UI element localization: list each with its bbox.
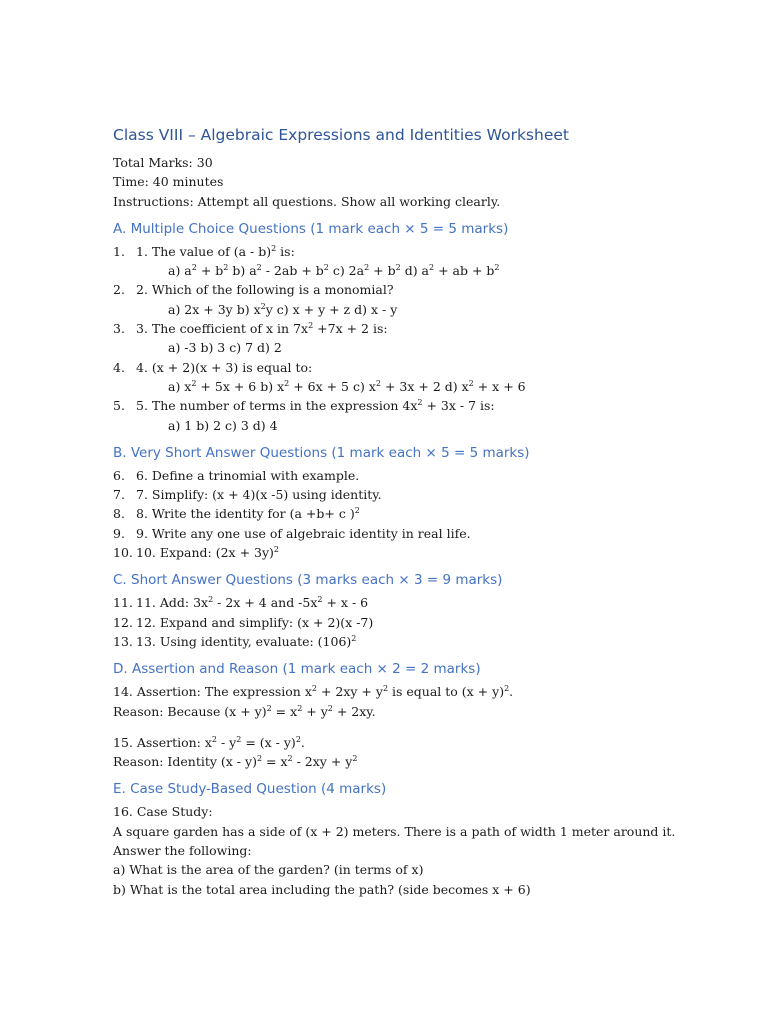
question-text: 3. The coefficient of x in $7x^2 +7x + 2$ is: (136, 321, 388, 337)
item-number: 11. (113, 595, 133, 611)
item-number: 9. (113, 525, 125, 541)
question-text: 8. Write the identity for (a +b+ c )$^2$ (136, 506, 360, 522)
list-item (113, 358, 733, 397)
list-item (113, 593, 733, 612)
section-a-heading: A. Multiple Choice Questions (1 mark each × 5 = 5 marks) (113, 220, 509, 237)
question-options: a) 1 b) 2 c) 3 d) 4 (168, 417, 278, 433)
worksheet-title: Class VIII – Algebraic Expressions and Identities Worksheet (113, 126, 569, 144)
list-item (113, 485, 733, 504)
list-item (113, 632, 733, 651)
item-number: 10. (113, 545, 133, 561)
case-study (113, 802, 733, 898)
instructions: Instructions: Attempt all questions. Show all working clearly. (113, 193, 501, 209)
section-e-heading: E. Case Study-Based Question (4 marks) (113, 781, 387, 798)
item-number: 2. (113, 282, 125, 298)
reason-text: Reason: Identity $(x - y)^2 = x^2 - 2xy + y^2$ (113, 754, 358, 770)
question-options: a) $a^2 + b^2$ b) $a^2 - 2ab + b^2$ c) $2a^2 + b^2$ d) $a^2$ + ab + $b^2$ (168, 263, 500, 279)
question-text: 7. Simplify: (x + 4)(x -5) using identity. (136, 487, 382, 503)
list-item (113, 319, 733, 358)
case-study-prompt: Answer the following: (113, 843, 252, 859)
section-d-heading: D. Assertion and Reason (1 mark each × 2 = 2 marks) (113, 661, 481, 678)
case-study-part-b: b) What is the total area including the path? (side becomes x + 6) (113, 881, 531, 897)
list-item (113, 242, 733, 281)
section-c-list (113, 593, 733, 651)
item-number: 7. (113, 487, 125, 503)
list-item (113, 613, 733, 632)
question-text: 12. Expand and simplify: (x + 2)(x -7) (136, 614, 374, 630)
reason-text: Reason: Because $(x + y)^2 = x^2 + y^2 + 2xy$. (113, 703, 376, 719)
item-number: 4. (113, 359, 125, 375)
question-text: 5. The number of terms in the expression $4x^2 + 3x - 7$ is: (136, 398, 495, 414)
case-study-description: A square garden has a side of (x + 2) meters. There is a path of width 1 meter around it. (113, 823, 676, 839)
item-number: 3. (113, 321, 125, 337)
list-item (113, 543, 733, 562)
list-item (113, 280, 733, 319)
question-options: a) 2x + 3y b) $x^2y$ c) x + y + z d) x - y (168, 301, 398, 317)
item-number: 8. (113, 506, 125, 522)
list-item (113, 504, 733, 523)
question-text: 13. Using identity, evaluate: $(106)^2$ (136, 633, 357, 649)
question-text: 11. Add: $3x^2 - 2x + 4$ and $-5x^2 + x - 6$ (136, 595, 369, 611)
item-number: 1. (113, 243, 125, 259)
section-a-list (113, 242, 733, 435)
assertion-reason-14 (113, 682, 733, 721)
question-options: a) $x^2 + 5x + 6$ b) $x^2 + 6x + 5$ c) $x^2 + 3x + 2$ d) $x^2 + x + 6$ (168, 378, 526, 394)
section-b-list (113, 466, 733, 562)
question-text: 6. Define a trinomial with example. (136, 467, 360, 483)
worksheet-content (113, 124, 733, 899)
total-marks: Total Marks: 30 (113, 155, 213, 170)
question-text: 2. Which of the following is a monomial? (136, 282, 394, 298)
question-options: a) -3 b) 3 c) 7 d) 2 (168, 340, 282, 356)
list-item (113, 524, 733, 543)
list-item (113, 396, 733, 435)
item-number: 6. (113, 467, 125, 483)
assertion-text: 14. Assertion: The expression $x^2 + 2xy + y^2$ is equal to $(x + y)^2$. (113, 684, 514, 700)
assertion-text: 15. Assertion: $x^2 - y^2 = (x - y)^2$. (113, 734, 305, 750)
question-text: 4. (x + 2)(x + 3) is equal to: (136, 359, 313, 375)
section-c-heading: C. Short Answer Questions (3 marks each × 3 = 9 marks) (113, 572, 503, 589)
question-text: 10. Expand: $(2x + 3y)^2$ (136, 545, 280, 561)
item-number: 5. (113, 398, 125, 414)
item-number: 13. (113, 633, 133, 649)
time-limit: Time: 40 minutes (113, 174, 224, 190)
question-text: 1. The value of (a - b)$^2$ is: (136, 243, 295, 259)
section-b-heading: B. Very Short Answer Questions (1 mark each × 5 = 5 marks) (113, 444, 530, 461)
assertion-reason-15 (113, 733, 733, 772)
item-number: 12. (113, 614, 133, 630)
case-study-part-a: a) What is the area of the garden? (in terms of x) (113, 862, 424, 878)
list-item (113, 466, 733, 485)
question-text: 9. Write any one use of algebraic identity in real life. (136, 525, 471, 541)
case-study-title: 16. Case Study: (113, 804, 213, 820)
spacer (113, 721, 733, 733)
